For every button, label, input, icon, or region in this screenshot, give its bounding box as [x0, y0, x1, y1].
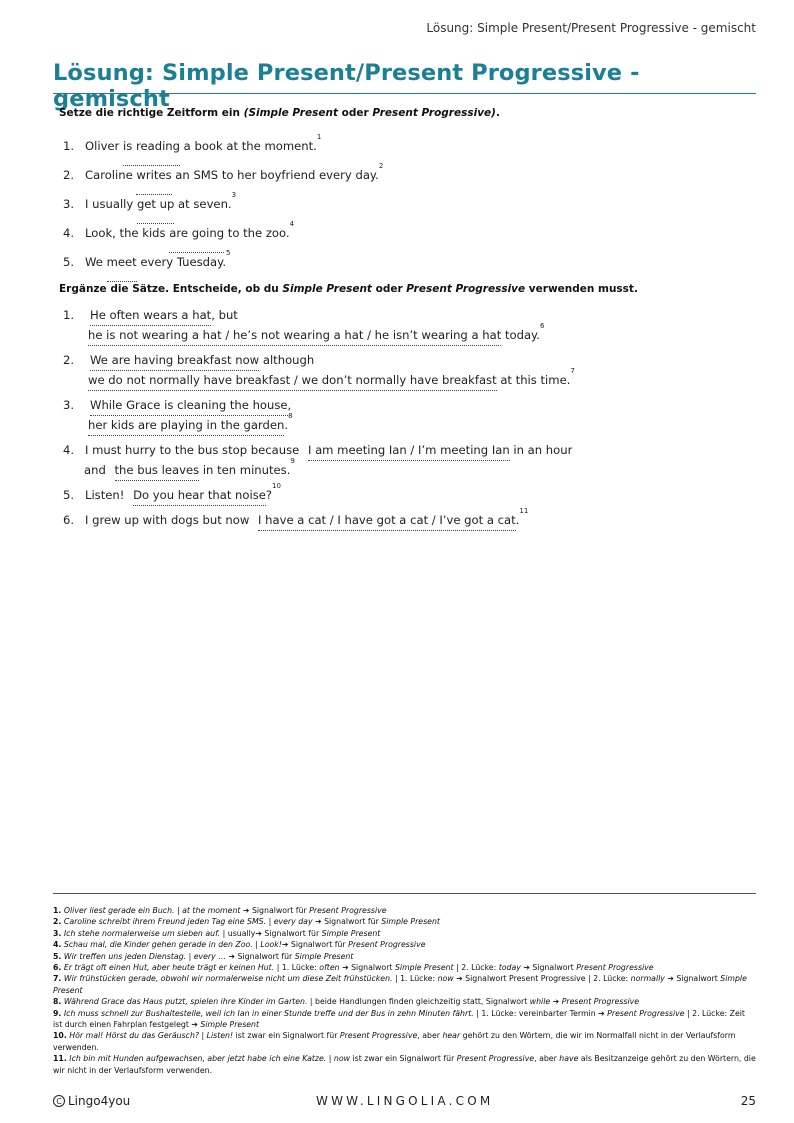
footer-website-link[interactable]: WWW.LINGOLIA.COM [316, 1094, 494, 1108]
sentence-text: , [287, 398, 292, 412]
footnote [53, 939, 756, 950]
footnote-text: | 2. Lücke: [453, 963, 499, 973]
footnote-text: | 1. Lücke: vereinbarter Termin ➔ [473, 1008, 608, 1018]
sentence-text: today. [501, 328, 540, 342]
exercise-item [63, 396, 753, 436]
sentence-text: in ten minutes. [199, 463, 291, 477]
footnote-text: hear [442, 1031, 461, 1041]
footnote-text: | [199, 1031, 207, 1041]
sentence-text: Look, the kids [85, 226, 170, 240]
footnote-text: Er trägt oft einen Hut, aber heute trägt er keinen Hut. [63, 963, 275, 973]
answer: the bus leaves [115, 461, 200, 481]
instruction-text: Ergänze die Sätze. Entscheide, ob du [59, 283, 283, 295]
exercise-item [63, 351, 753, 391]
copyright-icon: C [53, 1095, 65, 1107]
exercise2-list [63, 306, 753, 536]
sentence-text: ? [265, 488, 273, 502]
exercise-item [63, 220, 383, 253]
footnote-ref[interactable]: 11 [519, 507, 529, 515]
answer: he is not wearing a hat / he’s not wearing a hat / he isn’t wearing a hat [88, 326, 501, 346]
footnote-text: at the moment [182, 906, 241, 915]
footnote-text: normally [630, 974, 665, 984]
footnote-text: ➔ Signalwort für [226, 951, 295, 961]
footnote-number: 6. [53, 963, 62, 973]
answer: are going [169, 224, 224, 253]
footnote-text: while [529, 997, 551, 1007]
item-number: 1. [63, 308, 75, 322]
footnote-text: | [174, 906, 183, 915]
footnote-text: Schau mal, die Kinder gehen gerade in den Zoo. [63, 940, 253, 950]
footnotes [53, 905, 759, 1076]
footnote-text: als Besitzanzeige gehört zu den Wörtern, die wir nicht in der Verlaufsform verwenden. [53, 1054, 759, 1075]
exercise1-instruction [59, 107, 500, 119]
exercise1-list [63, 133, 384, 282]
footnote-number: 10. [53, 1031, 67, 1041]
footnote-text: Simple Present [381, 917, 440, 927]
sentence-text: to the zoo. [224, 226, 290, 240]
footnote-text: | beide Handlungen finden gleichzeitig statt, Signalwort [307, 997, 530, 1007]
item-number: 6. [63, 513, 75, 527]
footnote-text: Present Progressive [348, 940, 426, 950]
answer: we do not normally have breakfast / we don’t normally have breakfast [88, 371, 497, 391]
footnote-text: Listen! [206, 1031, 234, 1041]
footnote-number: 5. [53, 951, 62, 961]
footnote [53, 1008, 756, 1031]
footnote [53, 905, 756, 916]
footnote-text: Caroline schreibt ihrem Freund jeden Tag eine SMS. [63, 917, 267, 927]
footnote-text: | 1. Lücke: [392, 974, 438, 984]
answer: We are having breakfast now [90, 351, 259, 371]
exercise-item [63, 162, 384, 195]
footnote-text: Ich muss schnell zur Bushaltestelle, weil ich Ian in einer Stunde treffe und der Bus in zehn Minuten fährt. [63, 1008, 474, 1018]
footnote [53, 928, 756, 939]
footnote-ref[interactable]: 1 [316, 133, 322, 141]
footnote-text: gehört zu den Wörtern, die wir im Normalfall nicht in der Verlaufsform verwenden. [53, 1031, 738, 1052]
footnote [53, 962, 756, 973]
footnote-number: 1. [53, 906, 62, 915]
footnote-text: ➔ Signalwort [339, 963, 395, 973]
item-number: 5. [63, 488, 75, 502]
answer: her kids are playing in the garden [88, 416, 284, 436]
footnote-text: today [498, 963, 521, 973]
running-header: Lösung: Simple Present/Present Progressive - gemischt [426, 21, 756, 35]
sentence-text: although [259, 353, 315, 367]
page-title: Lösung: Simple Present/Present Progressive - gemischt [53, 60, 640, 112]
answer: While Grace is cleaning the house [90, 396, 288, 416]
footnote-ref[interactable]: 2 [378, 162, 384, 170]
footnote-number: 4. [53, 940, 62, 950]
footnote-text: ➔ [550, 997, 562, 1007]
footnote-text: Wir frühstücken gerade, obwohl wir normalerweise nicht um diese Zeit frühstücken. [63, 974, 393, 984]
footnote-text: Simple Present [321, 928, 381, 938]
footnote-text: often [319, 963, 340, 973]
instruction-text: Setze die richtige Zeitform ein [59, 107, 244, 119]
footnote-text: Present Progressive [561, 997, 640, 1007]
footnote-ref[interactable]: 6 [539, 322, 545, 330]
footnote-ref[interactable]: 3 [231, 191, 237, 199]
footnote-text: | 1. Lücke: [274, 963, 320, 973]
answer: writes [136, 166, 171, 195]
footnote-text: ➔ Signalwort für [281, 940, 349, 950]
answer: He often wears a hat [90, 306, 211, 326]
instruction-text: verwenden musst. [525, 283, 638, 295]
footnote-text: Ich bin mit Hunden aufgewachsen, aber jetzt habe ich eine Katze. [69, 1054, 327, 1064]
sentence-text: We [85, 255, 107, 269]
footnote-number: 3. [53, 928, 62, 938]
footnote-text: ➔ Signalwort [664, 974, 721, 984]
instruction-text: . [495, 107, 500, 119]
sentence-text: and [84, 463, 110, 477]
footnote-text: | [186, 951, 194, 961]
footnote-text: every day [273, 917, 313, 927]
sentence-text: , but [211, 308, 238, 322]
footnote-ref[interactable]: 9 [290, 457, 295, 465]
sentence-text: at this time. [496, 373, 571, 387]
answer: I am meeting Ian / I’m meeting Ian [308, 441, 510, 461]
sentence-text: Caroline [85, 168, 137, 182]
answer: meet [107, 253, 137, 282]
footnote-text: ➔ Signalwort [520, 963, 577, 973]
item-number: 4. [63, 226, 75, 240]
item-number: 2. [63, 168, 75, 182]
footnote-text: | 2. Lücke: Zeit ist durch einen Fahrplan festgelegt ➔ [53, 1008, 748, 1030]
footnote-text: | [326, 1054, 334, 1064]
exercise-item [63, 133, 383, 166]
answer: get up [137, 195, 174, 224]
footnote [53, 916, 756, 927]
instruction-text: (Simple Present [243, 107, 338, 119]
footnote-text: , aber [534, 1054, 560, 1064]
footnote-ref[interactable]: 7 [570, 367, 575, 375]
footnote [53, 996, 756, 1007]
item-number: 4. [63, 443, 75, 457]
footnote [53, 1053, 759, 1076]
footnote-ref[interactable]: 8 [288, 412, 293, 420]
footnote-text: Present Progressive [576, 963, 654, 973]
exercise-item [63, 249, 383, 282]
footnote-text: have [559, 1054, 579, 1064]
sentence-text: a book at the moment. [180, 139, 317, 153]
footnote [53, 973, 756, 996]
footnote-number: 7. [53, 974, 62, 984]
sentence-text: in an hour [509, 443, 573, 457]
footnote-text: ➔ Signalwort Present Progressive | 2. Lücke: [453, 974, 631, 984]
footnote [53, 1030, 756, 1053]
page-number: 25 [740, 1094, 756, 1108]
footnote-number: 9. [53, 1008, 62, 1018]
answer: Do you hear that noise [133, 486, 266, 506]
footnote [53, 951, 756, 962]
footnote-text: now [437, 974, 454, 984]
sentence-text: . [284, 418, 289, 432]
footnote-ref[interactable]: 4 [289, 220, 295, 228]
item-number: 3. [63, 398, 75, 412]
footnote-text: Simple Present [394, 963, 454, 973]
footnote-text: | usually➔ Signalwort für [220, 928, 322, 938]
footnote-text: Simple Present [53, 974, 747, 995]
exercise2-instruction [59, 283, 638, 295]
footer-copyright [53, 1094, 130, 1108]
footnote-number: 2. [53, 917, 62, 927]
sentence-text: every Tuesday. [136, 255, 227, 269]
footnote-text: | [266, 917, 274, 927]
sentence-text: I grew up with dogs but now [85, 513, 254, 527]
exercise-item [63, 441, 753, 481]
footnote-text: , aber [417, 1031, 443, 1041]
sentence-text: . [515, 513, 520, 527]
footnote-number: 8. [53, 997, 62, 1007]
title-divider [53, 93, 756, 94]
exercise-item [63, 482, 753, 506]
item-number: 3. [63, 197, 75, 211]
sentence-text: I usually [85, 197, 137, 211]
footnote-text: Simple Present [200, 1020, 260, 1030]
footnote-divider [53, 893, 756, 894]
sentence-text: at seven. [174, 197, 232, 211]
footnote-text: ➔ Signalwort für [312, 917, 382, 927]
instruction-text: Present Progressive) [372, 107, 496, 119]
footnote-text: Present Progressive [309, 906, 387, 915]
instruction-text: oder [371, 283, 407, 295]
exercise-item [63, 507, 753, 531]
footnote-text: Während Grace das Haus putzt, spielen ihre Kinder im Garten. [63, 997, 308, 1007]
footnote-text: every … [193, 951, 227, 961]
footnote-text: ➔ Signalwort für [240, 906, 310, 915]
instruction-text: Present Progressive [406, 283, 526, 295]
footnote-text: now [333, 1054, 350, 1064]
footnote-text: Hör mal! Hörst du das Geräusch? [69, 1031, 200, 1041]
sentence-text: I must hurry to the bus stop because [85, 443, 303, 457]
footnote-text: Simple Present [294, 951, 354, 961]
footnote-text: ist zwar ein Signalwort für [233, 1031, 340, 1041]
exercise-item [63, 191, 383, 224]
footnote-text: ist zwar ein Signalwort für [349, 1054, 457, 1064]
item-number: 5. [63, 255, 75, 269]
sentence-text: an SMS to her boyfriend every day. [171, 168, 379, 182]
footnote-ref[interactable]: 10 [272, 482, 281, 490]
footnote-text: Oliver liest gerade ein Buch. [63, 906, 175, 915]
footnote-text: Look! [260, 940, 282, 950]
footnote-text: Wir treffen uns jeden Dienstag. [63, 951, 187, 961]
sentence-text: Listen! [85, 488, 129, 502]
item-number: 1. [63, 139, 75, 153]
footnote-text: Present Progressive [339, 1031, 418, 1041]
sentence-text: Oliver [85, 139, 124, 153]
exercise-item [63, 306, 753, 346]
footnote-number: 11. [53, 1054, 67, 1064]
instruction-text: Simple Present [282, 283, 372, 295]
footnote-text: Ich stehe normalerweise um sieben auf. [63, 928, 221, 938]
footnote-ref[interactable]: 5 [226, 249, 231, 257]
instruction-text: oder [337, 107, 373, 119]
footnote-text: Present Progressive [456, 1054, 535, 1064]
copyright-text: Lingo4you [68, 1094, 131, 1108]
answer: I have a cat / I have got a cat / I’ve got a cat [258, 511, 516, 531]
item-number: 2. [63, 353, 75, 367]
footnote-text: Present Progressive [607, 1008, 685, 1018]
footnote-text: | [252, 940, 261, 950]
answer: is reading [123, 137, 180, 166]
